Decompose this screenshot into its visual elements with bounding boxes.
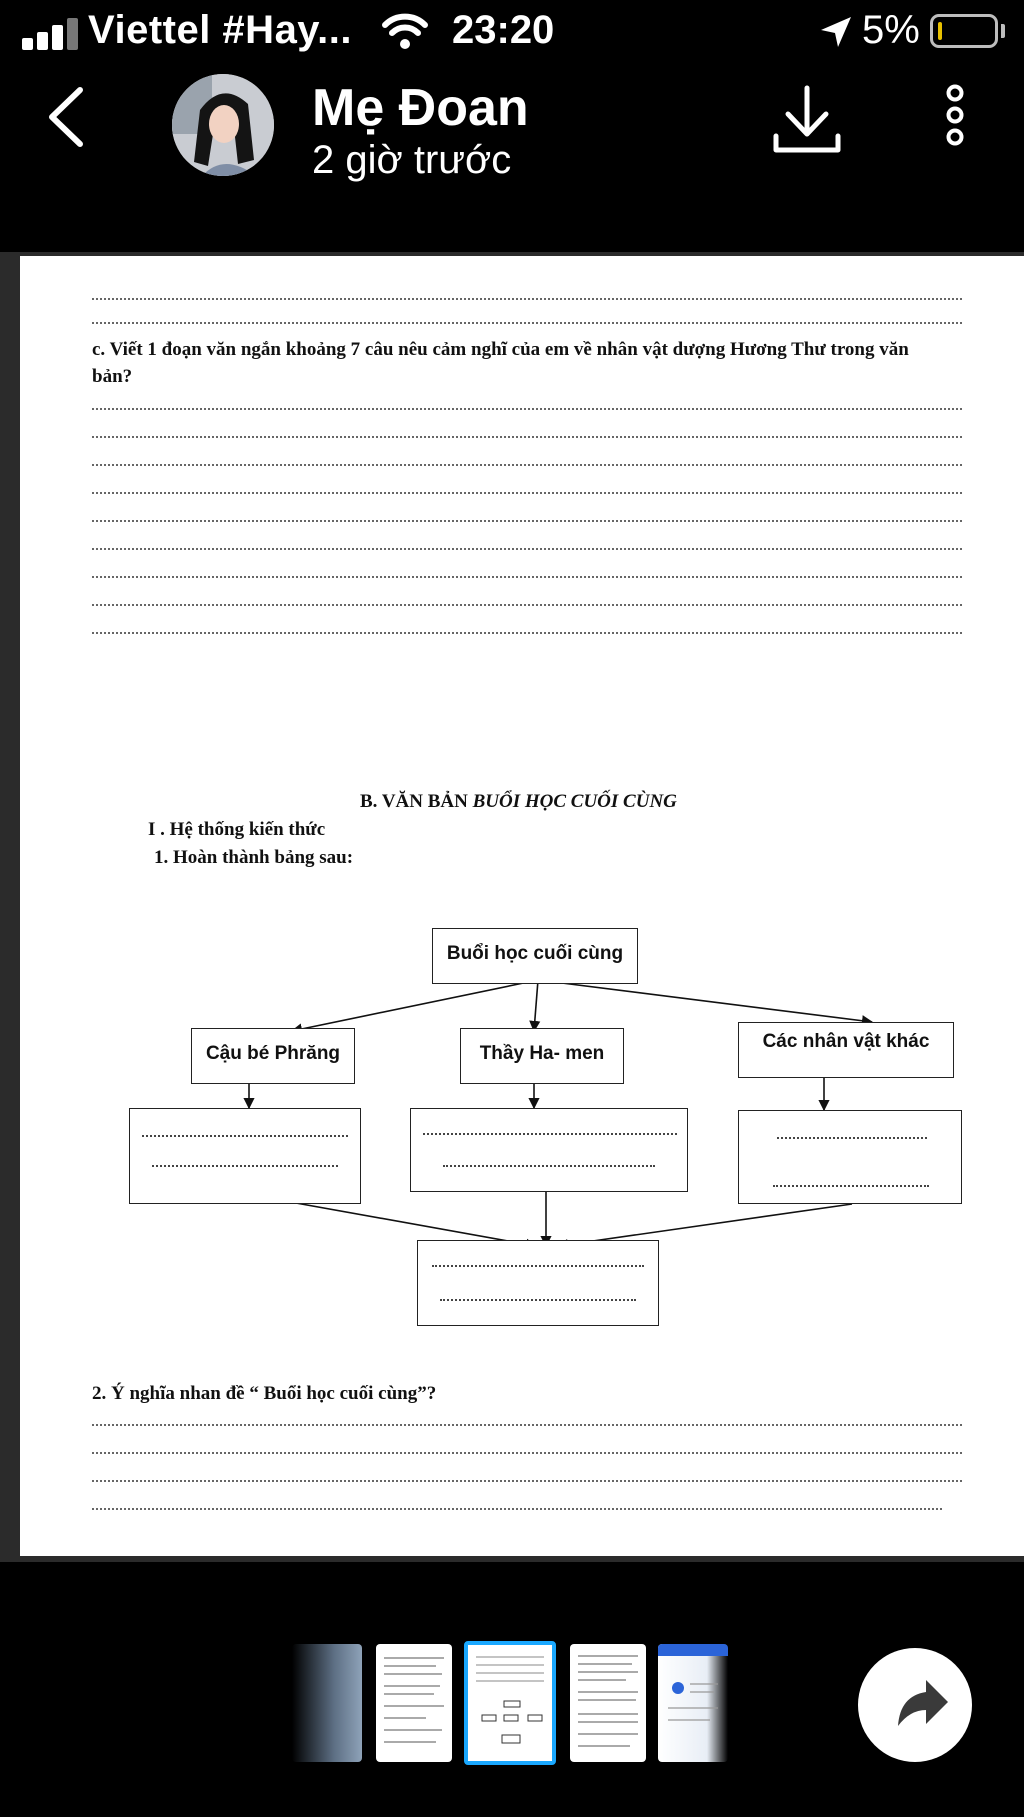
thumbnail-3-preview [468, 1645, 552, 1761]
diagram-right-answer-box [738, 1110, 962, 1204]
carrier-name: Viettel #Hay... [88, 8, 352, 52]
battery-level-fill [938, 22, 942, 40]
avatar[interactable] [172, 74, 274, 176]
answer-line [142, 1135, 348, 1137]
answer-line [443, 1165, 655, 1167]
diagram-middle-answer-box [410, 1108, 688, 1192]
avatar-photo [172, 74, 274, 176]
diagram-middle-label: Thầy Ha- men [479, 1043, 605, 1064]
section-b-prefix: B. VĂN BẢN [360, 791, 473, 812]
diagram-right-label: Các nhân vật khác [762, 1031, 930, 1052]
back-chevron-icon[interactable] [40, 84, 90, 150]
diagram-middle-box [460, 1028, 624, 1084]
download-icon[interactable] [772, 84, 842, 156]
answer-line [152, 1165, 338, 1167]
thumbnail-5-preview [658, 1644, 728, 1762]
status-time: 23:20 [452, 8, 555, 52]
sent-time: 2 giờ trước [312, 138, 512, 182]
wifi-icon [382, 12, 428, 52]
location-arrow-icon [818, 14, 854, 50]
answer-line [92, 1508, 942, 1510]
share-forward-icon [858, 1648, 972, 1762]
answer-line [773, 1185, 929, 1187]
battery-icon [930, 14, 998, 48]
thumbnail-2-preview [376, 1644, 452, 1762]
thumbnail-4[interactable] [570, 1644, 646, 1762]
diagram-connectors [20, 256, 1024, 1556]
answer-line [423, 1133, 677, 1135]
thumbnail-4-preview [570, 1644, 646, 1762]
question-2: 2. Ý nghĩa nhan đề “ Buổi học cuối cùng”? [92, 1383, 437, 1404]
battery-nub [1001, 24, 1005, 38]
item-1-heading: 1. Hoàn thành bảng sau: [154, 847, 354, 868]
answer-line [92, 1424, 962, 1426]
answer-line [432, 1265, 644, 1267]
section-b-title: BUỔI HỌC CUỐI CÙNG [472, 791, 677, 812]
signal-strength-icon [22, 18, 84, 50]
diagram-left-box [191, 1028, 355, 1084]
thumbnail-5[interactable] [658, 1644, 728, 1762]
status-bar [0, 0, 1024, 64]
question-c: c. Viết 1 đoạn văn ngắn khoảng 7 câu nêu cảm nghĩ của em về nhân vật dượng Hương Thư trong văn bản? [92, 339, 909, 387]
arrow-root-middle [534, 980, 538, 1031]
thumbnail-3-selected[interactable] [464, 1641, 556, 1765]
arrow-root-left [292, 980, 538, 1031]
share-button[interactable] [858, 1648, 972, 1762]
thumbnail-strip [292, 1640, 732, 1766]
diagram-root-box [432, 928, 638, 984]
answer-line [92, 1452, 962, 1454]
diagram-right-box [738, 1022, 954, 1078]
diagram-bottom-answer-box [417, 1240, 659, 1326]
arrow-root-right [538, 980, 872, 1022]
more-vertical-icon[interactable] [944, 84, 966, 146]
answer-line [440, 1299, 636, 1301]
sender-name: Mẹ Đoan [312, 79, 529, 137]
part-1-heading: I . Hệ thống kiến thức [148, 819, 326, 840]
arrow-left-to-bottom [268, 1198, 536, 1246]
diagram-left-answer-box [129, 1108, 361, 1204]
diagram-left-label: Cậu bé Phrăng [205, 1043, 341, 1064]
battery-percent: 5% [862, 8, 920, 52]
diagram-root-label: Buổi học cuối cùng [446, 943, 624, 964]
thumbnail-1[interactable] [292, 1644, 362, 1762]
answer-line [777, 1137, 927, 1139]
answer-line [92, 1480, 962, 1482]
document-page[interactable] [20, 256, 1024, 1556]
thumbnail-2[interactable] [376, 1644, 452, 1762]
